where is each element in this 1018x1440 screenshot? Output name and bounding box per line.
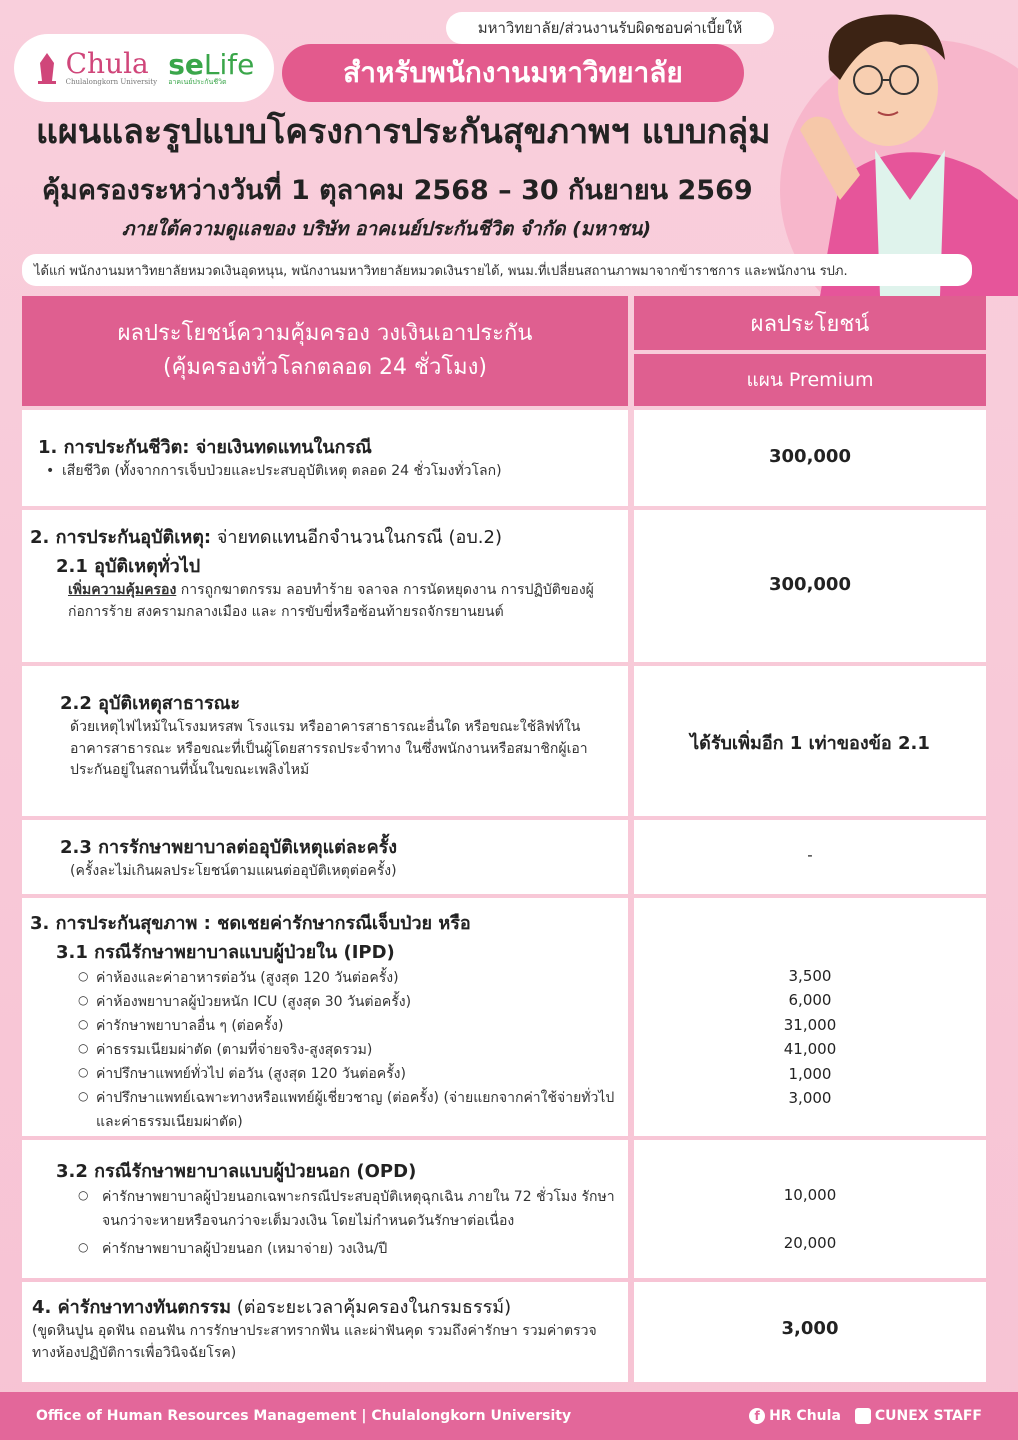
accident-medical-cell — [22, 820, 628, 894]
ipd-value: 1,000 — [788, 1064, 832, 1083]
chula-wordmark: Chula — [65, 47, 149, 80]
cunex-label: CUNEX STAFF — [874, 1408, 982, 1424]
public-accident-title: 2.2 อุบัติเหตุสาธารณะ — [60, 693, 241, 714]
dental-title: 4. ค่ารักษาทางทันตกรรม — [32, 1297, 232, 1318]
ipd-value: 3,000 — [788, 1089, 832, 1108]
opd-item: ○ ค่ารักษาพยาบาลผู้ป่วยนอก (เหมาจ่าย) วงเงิน/ปี — [56, 1237, 618, 1261]
life-cell — [22, 410, 628, 506]
table-row — [22, 510, 986, 662]
public-accident-value: ได้รับเพิ่มอีก 1 เท่าของข้อ 2.1 — [690, 733, 930, 754]
accident-extra-text: การถูกฆาตกรรม ลอบทำร้าย จลาจล การนัดหยุดงาน การปฏิบัติของผู้ก่อการร้าย สงครามกลางเมือง และ การขับขี่หรือซ้อนท้ายรถจักรยานยนต์ — [68, 582, 594, 620]
health-title: 3. การประกันสุขภาพ : ชดเชยค่ารักษากรณีเจ็บป่วย หรือ — [30, 913, 471, 934]
chula-crest-icon — [34, 51, 60, 85]
se-wordmark: se — [168, 47, 204, 81]
header-coverage-line1: ผลประโยชน์ความคุ้มครอง วงเงินเอาประกัน — [117, 320, 533, 346]
life-item: • เสียชีวิต (ทั้งจากการเจ็บป่วยและประสบอุบัติเหตุ ตลอด 24 ชั่วโมงทั่วโลก) — [38, 461, 618, 483]
life-value: 300,000 — [769, 446, 851, 467]
accident-cell — [22, 510, 628, 662]
ipd-value: 3,500 — [788, 967, 832, 985]
opd-title: 3.2 กรณีรักษาพยาบาลแบบผู้ป่วยนอก (OPD) — [56, 1161, 417, 1182]
accident-medical-text: (ครั้งละไม่เกินผลประโยชน์ตามแผนต่ออุบัติเหตุต่อครั้ง) — [70, 863, 397, 879]
header-benefit: ผลประโยชน์ — [634, 296, 986, 350]
accident-title-rest: จ่ายทดแทนอีกจำนวนในกรณี (อบ.2) — [211, 527, 502, 548]
insurer-line: ภายใต้ความดูแลของ บริษัท อาคเนย์ประกันชีวิต จำกัด (มหาชน) — [122, 218, 652, 240]
audience-pill: สำหรับพนักงานมหาวิทยาลัย — [282, 44, 744, 102]
page-title: แผนและรูปแบบโครงการประกันสุขภาพฯ แบบกลุ่ม — [36, 112, 771, 152]
ipd-value-cell — [634, 898, 986, 1136]
chula-subtitle: Chulalongkorn University — [65, 78, 158, 86]
dental-cell — [22, 1282, 628, 1382]
table-row — [22, 820, 986, 894]
opd-item: ○ ค่ารักษาพยาบาลผู้ป่วยนอกเฉพาะกรณีประสบอุบัติเหตุฉุกเฉิน ภายใน 72 ชั่วโมง รักษาจนกว่าจะหายหรือจนกว่าจะเต็มวงเงิน โดยไม่กำหนดวันรักษาต่อเนื่อง — [56, 1185, 618, 1233]
dental-text: (ขูดหินปูน อุดฟัน ถอนฟัน การรักษาประสาทรากฟัน และผ่าฟันคุด รวมถึงค่ารักษา รวมค่าตรวจทางห้องปฏิบัติการเพื่อวินิจฉัยโรค) — [32, 1323, 597, 1361]
accident-value: 300,000 — [769, 574, 851, 595]
accident-medical-value-cell — [634, 820, 986, 894]
accident-value-cell — [634, 510, 986, 662]
logo-bar — [14, 34, 274, 102]
public-accident-cell — [22, 666, 628, 816]
opd-value: 20,000 — [783, 1234, 837, 1252]
accident-extra — [30, 580, 618, 623]
table-row — [22, 1282, 986, 1382]
ipd-title: 3.1 กรณีรักษาพยาบาลแบบผู้ป่วยใน (IPD) — [56, 942, 395, 963]
accident-extra-label: เพิ่มความคุ้มครอง — [68, 582, 177, 598]
ipd-item: ○ ค่าธรรมเนียมผ่าตัด (ตามที่จ่ายจริง-สูงสุดรวม) — [56, 1038, 618, 1062]
table-row — [22, 898, 986, 1136]
header-coverage-line2: (คุ้มครองทั่วโลกตลอด 24 ชั่วโมง) — [163, 355, 487, 380]
accident-medical-value: - — [807, 846, 813, 864]
dental-value-cell — [634, 1282, 986, 1382]
coverage-period: คุ้มครองระหว่างวันที่ 1 ตุลาคม 2568 – 30 กันยายน 2569 — [42, 175, 753, 206]
table-header — [22, 296, 986, 406]
footer — [0, 1392, 1018, 1440]
opd-list — [56, 1185, 618, 1261]
header-coverage — [22, 296, 628, 406]
opd-cell — [22, 1140, 628, 1278]
accident-title: 2. การประกันอุบัติเหตุ: — [30, 527, 212, 548]
ipd-value: 41,000 — [783, 1040, 837, 1059]
hr-chula-label: HR Chula — [769, 1408, 841, 1424]
payer-note: มหาวิทยาลัย/ส่วนงานรับผิดชอบค่าเบี้ยให้ — [446, 12, 774, 44]
facebook-icon: f — [749, 1408, 765, 1424]
benefit-table — [22, 296, 986, 1361]
ipd-value: 6,000 — [788, 991, 832, 1010]
selife-logo — [168, 47, 255, 86]
ipd-item: ○ ค่าห้องและค่าอาหารต่อวัน (สูงสุด 120 วันต่อครั้ง) — [56, 966, 618, 990]
ipd-item: ○ ค่าปรึกษาแพทย์ทั่วไป ต่อวัน (สูงสุด 120 วันต่อครั้ง) — [56, 1062, 618, 1086]
ipd-item: ○ ค่าห้องพยาบาลผู้ป่วยหนัก ICU (สูงสุด 30 วันต่อครั้ง) — [56, 990, 618, 1014]
public-accident-value-cell — [634, 666, 986, 816]
ipd-item: ○ ค่ารักษาพยาบาลอื่น ๆ (ต่อครั้ง) — [56, 1014, 618, 1038]
cunex-link[interactable] — [855, 1408, 982, 1424]
public-accident-text: ด้วยเหตุไฟไหม้ในโรงมหรสพ โรงแรม หรืออาคารสาธารณะอื่นใด หรือขณะใช้ลิฟท์ในอาคารสาธารณะ หรือขณะที่เป็นผู้โดยสารรถประจำทาง ในซึ่งพนักงานหรือสมาชิกผู้เอาประกันอยู่ในสถานที่นั้นในขณะเพลิงไหม้ — [70, 719, 588, 779]
table-row — [22, 666, 986, 816]
dental-title-rest: (ต่อระยะเวลาคุ้มครองในกรมธรรม์) — [231, 1297, 512, 1318]
chula-logo — [34, 47, 158, 86]
header-plan: แผน Premium — [634, 354, 986, 406]
dental-value: 3,000 — [781, 1318, 839, 1339]
selife-subtitle: อาคเนย์ประกันชีวิต — [168, 77, 227, 86]
opd-value: 10,000 — [783, 1186, 837, 1204]
ipd-item: ○ ค่าปรึกษาแพทย์เฉพาะทางหรือแพทย์ผู้เชี่ยวชาญ (ต่อครั้ง) (จ่ายแยกจากค่าใช้จ่ายทั่วไปและค่าธรรมเนียมผ่าตัด) — [56, 1086, 618, 1134]
ipd-values — [634, 964, 986, 1111]
ipd-value: 31,000 — [783, 1015, 837, 1034]
life-value-cell — [634, 410, 986, 506]
opd-value-cell — [634, 1140, 986, 1278]
accident-general-title: 2.1 อุบัติเหตุทั่วไป — [56, 556, 201, 577]
eligibility-note: ได้แก่ พนักงานมหาวิทยาลัยหมวดเงินอุดหนุน, พนักงานมหาวิทยาลัยหมวดเงินรายได้, พนม.ที่เปลี่ยนสถานภาพมาจากข้าราชการ และพนักงาน รปภ. — [22, 254, 972, 286]
table-row — [22, 410, 986, 506]
table-row — [22, 1140, 986, 1278]
health-ipd-cell — [22, 898, 628, 1136]
footer-office: Office of Human Resources Management | Chulalongkorn University — [36, 1408, 572, 1424]
cunex-icon — [855, 1408, 871, 1424]
accident-medical-title: 2.3 การรักษาพยาบาลต่ออุบัติเหตุแต่ละครั้ง — [60, 837, 398, 858]
life-wordmark: Life — [203, 47, 255, 81]
hr-chula-link[interactable] — [749, 1408, 841, 1424]
ipd-list — [30, 966, 618, 1135]
life-title: 1. การประกันชีวิต: จ่ายเงินทดแทนในกรณี — [38, 437, 372, 458]
